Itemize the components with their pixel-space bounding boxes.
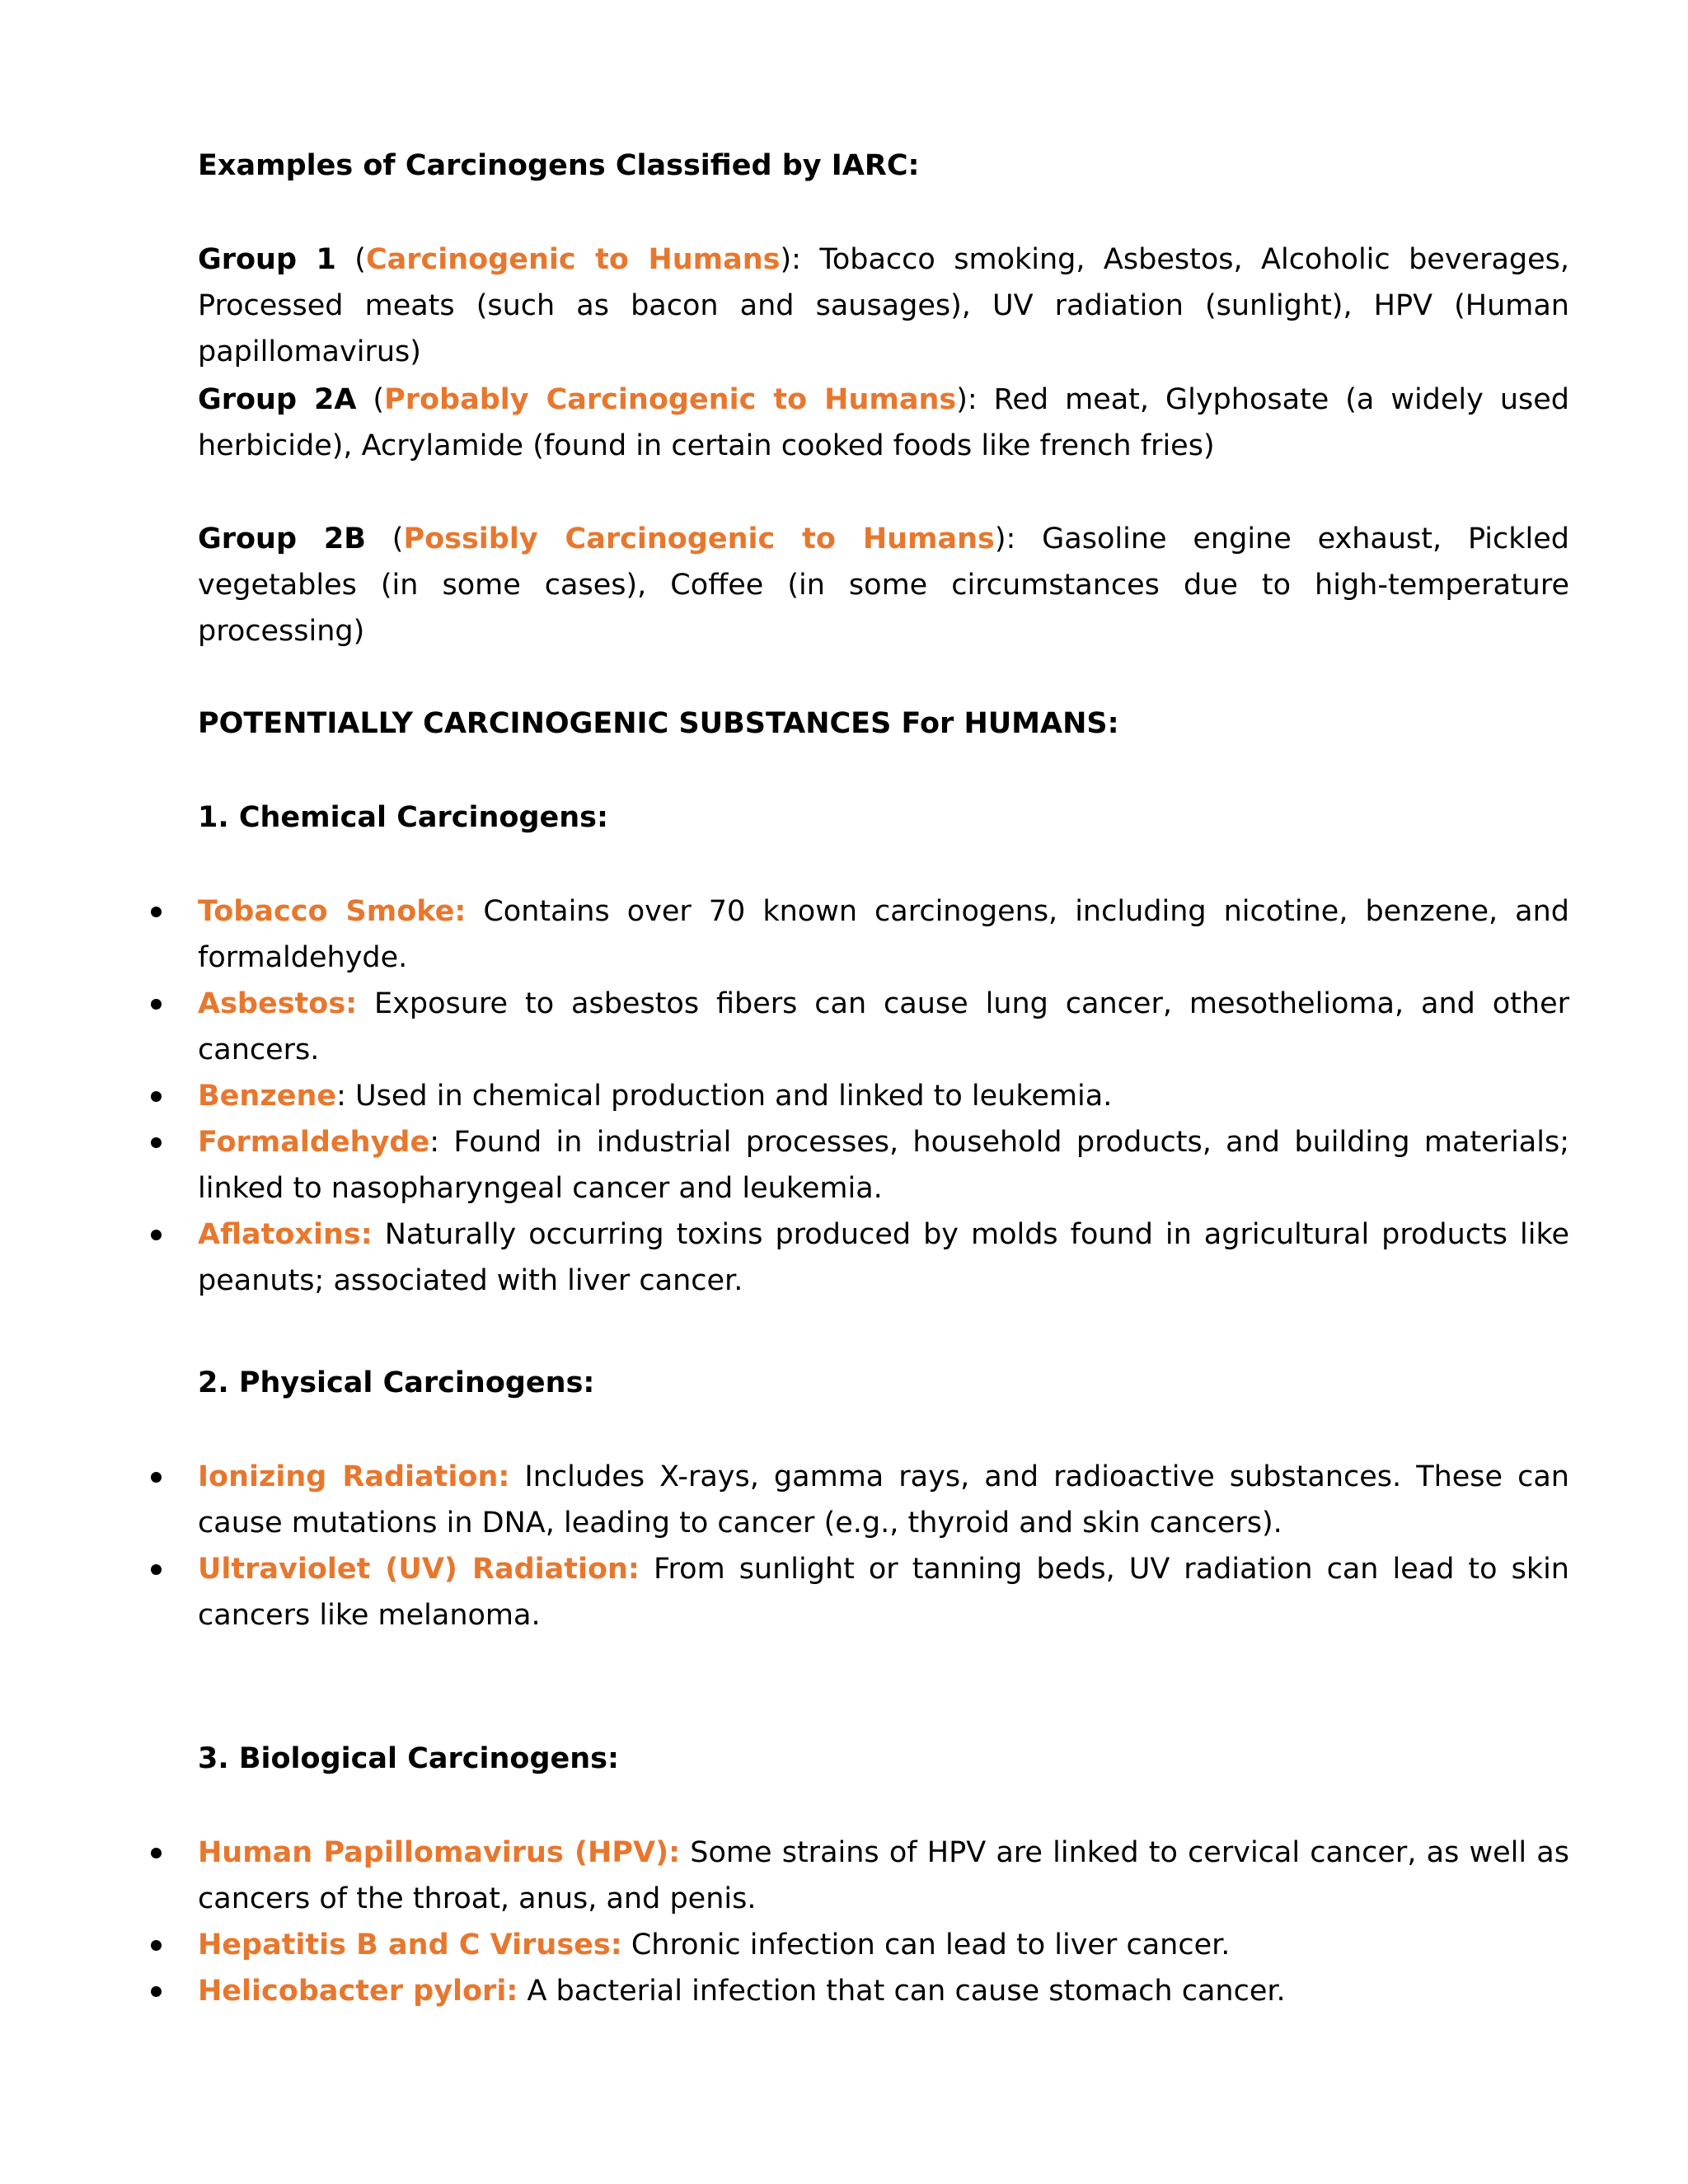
list-item (198, 1454, 1569, 1546)
bullet-icon (151, 1230, 162, 1240)
list-item (198, 888, 1569, 981)
list-item (198, 981, 1569, 1073)
item-term: Tobacco Smoke: (198, 895, 467, 928)
item-text: Some strains of HPV are linked to cervical cancer, as well as cancers of the throat, anus, and penis. (198, 1836, 1569, 1915)
item-term: Asbestos: (198, 987, 358, 1020)
list-item (198, 1212, 1569, 1304)
list-item (198, 1119, 1569, 1212)
item-text: Chronic infection can lead to liver cancer. (621, 1929, 1231, 1961)
group-examples: Red meat, Glyphosate (a widely used herbicide), Acrylamide (found in certain cooked foods like french fries) (198, 383, 1569, 462)
item-text: From sunlight or tanning beds, UV radiation can lead to skin cancers like melanoma. (198, 1553, 1569, 1632)
item-text: Naturally occurring toxins produced by molds found in agricultural products like peanuts; associated with liver cancer. (198, 1218, 1569, 1297)
item-term: Helicobacter pylori: (198, 1975, 518, 2008)
physical-list (198, 1454, 1569, 1638)
item-text: : Found in industrial processes, household products, and building materials; linked to nasopharyngeal cancer and leukemia. (198, 1126, 1569, 1205)
physical-heading: 2. Physical Carcinogens: (198, 1366, 595, 1399)
item-text: A bacterial infection that can cause stomach cancer. (518, 1975, 1286, 2008)
bullet-icon (151, 1472, 162, 1483)
group-examples: Tobacco smoking, Asbestos, Alcoholic beverages, Processed meats (such as bacon and sausages), UV radiation (sunlight), HPV (Human papillomavirus) (198, 243, 1570, 368)
group-label: Group 1 (198, 243, 336, 276)
substances-heading: POTENTIALLY CARCINOGENIC SUBSTANCES For HUMANS: (198, 707, 1119, 740)
bullet-icon (151, 1564, 162, 1575)
iarc-heading: Examples of Carcinogens Classified by IARC: (198, 149, 920, 182)
list-item (198, 1546, 1569, 1638)
list-item (198, 1073, 1569, 1119)
group-1-paragraph: Group 1 (Carcinogenic to Humans): Tobacco smoking, Asbestos, Alcoholic beverages, Processed meats (such as bacon and sausages), UV radiation (sunlight), HPV (Human papillomavirus) (198, 243, 1570, 368)
group-label: Group 2A (198, 383, 357, 416)
item-text: Contains over 70 known carcinogens, including nicotine, benzene, and formaldehyde. (198, 895, 1569, 974)
group-category: Possibly Carcinogenic to Humans (403, 523, 995, 555)
bullet-icon (151, 999, 162, 1010)
bullet-icon (151, 1986, 162, 1997)
biological-heading: 3. Biological Carcinogens: (198, 1742, 620, 1775)
list-item (198, 1922, 1569, 1968)
item-term: Human Papillomavirus (HPV): (198, 1836, 681, 1869)
bullet-icon (151, 1137, 162, 1148)
item-term: Ionizing Radiation: (198, 1460, 510, 1493)
item-text: Exposure to asbestos fibers can cause lung cancer, mesothelioma, and other cancers. (198, 987, 1569, 1066)
list-item (198, 1830, 1569, 1922)
bullet-icon (151, 1940, 162, 1951)
list-item (198, 1968, 1569, 2014)
group-examples: Gasoline engine exhaust, Pickled vegetables (in some cases), Coffee (in some circumstances due to high-temperature processing) (198, 523, 1569, 648)
item-text: Includes X-rays, gamma rays, and radioactive substances. These can cause mutations in DNA, leading to cancer (e.g., thyroid and skin cancers). (198, 1460, 1569, 1540)
group-label: Group 2B (198, 523, 366, 555)
bullet-icon (151, 1091, 162, 1102)
group-category: Probably Carcinogenic to Humans (384, 383, 957, 416)
bullet-icon (151, 1848, 162, 1858)
item-term: Ultraviolet (UV) Radiation: (198, 1553, 640, 1586)
group-2a-paragraph: Group 2A (Probably Carcinogenic to Humans): Red meat, Glyphosate (a widely used herbicide), Acrylamide (found in certain cooked foods like french fries) (198, 383, 1569, 462)
bullet-icon (151, 907, 162, 917)
item-term: Benzene (198, 1080, 337, 1113)
chemical-list (198, 888, 1569, 1304)
item-term: Hepatitis B and C Viruses: (198, 1929, 622, 1961)
item-term: Aflatoxins: (198, 1218, 373, 1251)
biological-list (198, 1830, 1569, 2014)
item-term: Formaldehyde (198, 1126, 430, 1159)
group-category: Carcinogenic to Humans (365, 243, 781, 276)
group-2b-paragraph: Group 2B (Possibly Carcinogenic to Humans): Gasoline engine exhaust, Pickled vegetables (in some cases), Coffee (in some circumstances due to high-temperature processing) (198, 523, 1569, 648)
chemical-heading: 1. Chemical Carcinogens: (198, 801, 608, 834)
item-text: : Used in chemical production and linked to leukemia. (336, 1080, 1113, 1113)
